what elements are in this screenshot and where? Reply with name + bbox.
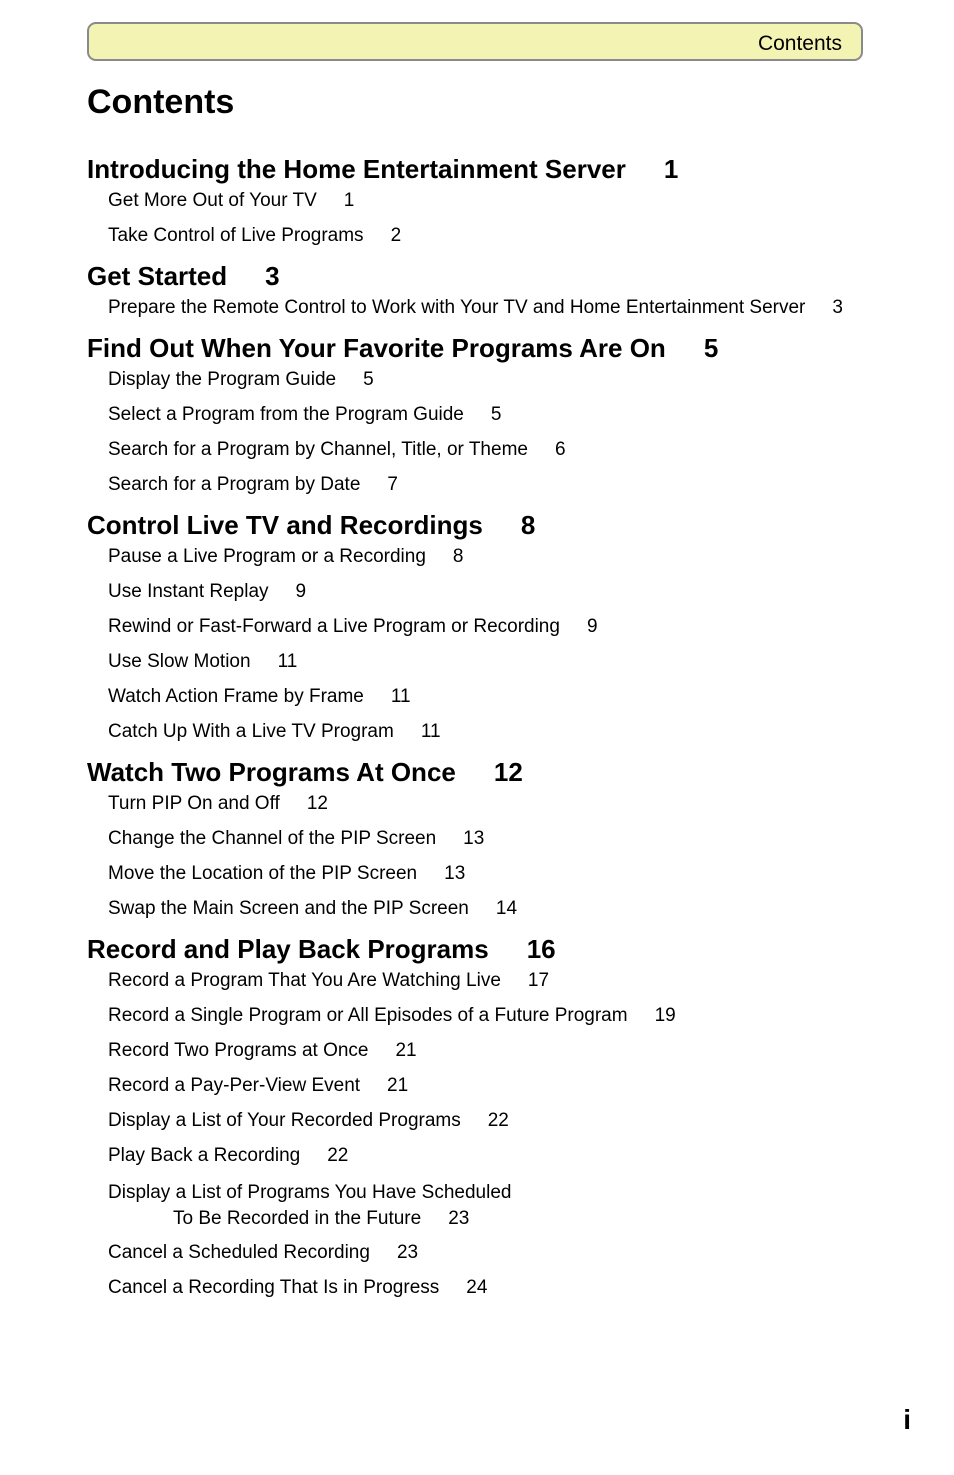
toc-entry-link[interactable] (108, 828, 887, 850)
chapter-heading-link[interactable] (87, 509, 887, 541)
toc-entry-list (87, 297, 887, 319)
entry-title: Get More Out of Your TV (108, 190, 317, 211)
toc-entry-link[interactable] (108, 369, 887, 391)
chapter-heading-link[interactable] (87, 933, 887, 965)
entry-title: Display a List of Programs You Have Scheduled (108, 1182, 512, 1203)
toc-entry-link[interactable] (108, 1005, 887, 1027)
chapter-page-number: 12 (493, 757, 523, 787)
toc-chapter (87, 933, 887, 1299)
entry-title: Change the Channel of the PIP Screen (108, 828, 437, 849)
entry-page-number: 21 (387, 1075, 409, 1096)
entry-page-number: 21 (395, 1040, 417, 1061)
toc-chapter (87, 260, 887, 319)
chapter-page-number: 1 (663, 154, 679, 184)
entry-page-number: 9 (295, 581, 307, 602)
toc-entry-link[interactable] (108, 1075, 887, 1097)
entry-title: Display a List of Your Recorded Programs (108, 1110, 461, 1131)
toc-entry-link[interactable] (108, 581, 887, 603)
entry-title: Watch Action Frame by Frame (108, 686, 364, 707)
entry-page-number: 3 (832, 297, 843, 318)
entry-page-number: 13 (463, 828, 485, 849)
entry-page-number: 11 (390, 686, 411, 707)
toc-entry-link[interactable] (108, 1110, 887, 1132)
toc-chapter (87, 153, 887, 247)
entry-page-number: 23 (448, 1208, 470, 1229)
entry-page-number: 11 (420, 721, 441, 742)
entry-title: Swap the Main Screen and the PIP Screen (108, 898, 469, 919)
toc-chapter (87, 332, 887, 496)
entry-title: Search for a Program by Channel, Title, or Theme (108, 439, 528, 460)
chapter-title: Get Started (87, 261, 228, 291)
chapter-heading-link[interactable] (87, 756, 887, 788)
toc-entry-link[interactable] (108, 686, 887, 708)
entry-title: Display the Program Guide (108, 369, 337, 390)
toc-entry-link[interactable] (108, 721, 887, 743)
toc-entry-link[interactable] (108, 970, 887, 992)
toc-entry-link[interactable] (108, 898, 887, 920)
chapter-title: Record and Play Back Programs (87, 934, 489, 964)
chapter-title: Introducing the Home Entertainment Server (87, 154, 626, 184)
entry-title: Use Instant Replay (108, 581, 269, 602)
entry-page-number: 9 (586, 616, 598, 637)
table-of-contents (87, 153, 887, 1312)
page-title: Contents (87, 83, 235, 121)
entry-title: Rewind or Fast-Forward a Live Program or Recording (108, 616, 560, 637)
toc-entry-link[interactable] (108, 616, 887, 638)
chapter-title: Control Live TV and Recordings (87, 510, 483, 540)
toc-entry-link[interactable] (108, 474, 887, 496)
entry-page-number: 6 (554, 439, 566, 460)
toc-entry-list (87, 369, 887, 496)
entry-page-number: 24 (466, 1277, 488, 1298)
toc-entry-list (87, 190, 887, 247)
toc-entry-link[interactable] (108, 1242, 887, 1264)
toc-entry-link[interactable] (108, 404, 887, 426)
entry-page-number: 23 (396, 1242, 419, 1263)
chapter-heading-link[interactable] (87, 153, 887, 185)
entry-page-number: 8 (452, 546, 464, 567)
entry-page-number: 5 (490, 404, 502, 425)
entry-title: Record a Pay-Per-View Event (108, 1075, 361, 1096)
toc-entry-link[interactable] (108, 439, 887, 461)
toc-entry-link[interactable] (108, 297, 887, 319)
entry-title: Play Back a Recording (108, 1145, 301, 1166)
chapter-title: Watch Two Programs At Once (87, 757, 456, 787)
entry-page-number: 2 (390, 225, 402, 246)
entry-title: Record a Program That You Are Watching Live (108, 970, 501, 991)
toc-entry-link[interactable] (108, 225, 887, 247)
toc-chapter (87, 756, 887, 920)
entry-title: Take Control of Live Programs (108, 225, 364, 246)
chapter-heading-link[interactable] (87, 332, 887, 364)
entry-page-number: 1 (343, 190, 355, 211)
entry-title: Record a Single Program or All Episodes of a Future Program (108, 1005, 628, 1026)
chapter-page-number: 16 (526, 934, 556, 964)
toc-entry-link[interactable] (108, 863, 887, 885)
chapter-heading-link[interactable] (87, 260, 887, 292)
toc-entry-list (87, 546, 887, 743)
entry-title: Prepare the Remote Control to Work with Your TV and Home Entertainment Server (108, 297, 806, 318)
toc-entry-link[interactable] (108, 546, 887, 568)
toc-chapter (87, 509, 887, 743)
entry-title: Cancel a Recording That Is in Progress (108, 1277, 440, 1298)
entry-title: Use Slow Motion (108, 651, 251, 672)
toc-entry-link[interactable] (108, 1040, 887, 1062)
entry-page-number: 7 (387, 474, 398, 495)
chapter-page-number: 8 (520, 510, 536, 540)
chapter-page-number: 3 (265, 261, 280, 291)
entry-title-continuation-text: To Be Recorded in the Future (173, 1208, 422, 1229)
entry-page-number: 14 (495, 898, 518, 919)
toc-entry-link[interactable] (108, 651, 887, 673)
entry-title: Search for a Program by Date (108, 474, 361, 495)
entry-title: Turn PIP On and Off (108, 793, 280, 814)
entry-page-number: 11 (277, 651, 298, 672)
entry-page-number: 5 (363, 369, 374, 390)
entry-title-continuation (108, 1206, 887, 1232)
page-number: i (903, 1404, 911, 1435)
running-header (87, 22, 863, 61)
toc-entry-list (87, 793, 887, 920)
entry-title: Cancel a Scheduled Recording (108, 1242, 370, 1263)
toc-entry-link[interactable] (108, 1180, 887, 1232)
entry-page-number: 17 (527, 970, 550, 991)
entry-title: Move the Location of the PIP Screen (108, 863, 418, 884)
entry-page-number: 22 (327, 1145, 349, 1166)
toc-entry-list (87, 970, 887, 1299)
toc-entry-link[interactable] (108, 793, 887, 815)
entry-title: Select a Program from the Program Guide (108, 404, 464, 425)
entry-page-number: 22 (487, 1110, 509, 1131)
entry-page-number: 12 (306, 793, 328, 814)
chapter-page-number: 5 (703, 333, 719, 363)
entry-title: Catch Up With a Live TV Program (108, 721, 394, 742)
entry-page-number: 13 (444, 863, 466, 884)
toc-entry-link[interactable] (108, 1277, 887, 1299)
running-header-label: Contents (757, 32, 842, 55)
entry-title: Record Two Programs at Once (108, 1040, 369, 1061)
toc-entry-link[interactable] (108, 1145, 887, 1167)
entry-title: Pause a Live Program or a Recording (108, 546, 426, 567)
chapter-title: Find Out When Your Favorite Programs Are On (87, 333, 666, 363)
entry-page-number: 19 (654, 1005, 676, 1026)
toc-entry-link[interactable] (108, 190, 887, 212)
